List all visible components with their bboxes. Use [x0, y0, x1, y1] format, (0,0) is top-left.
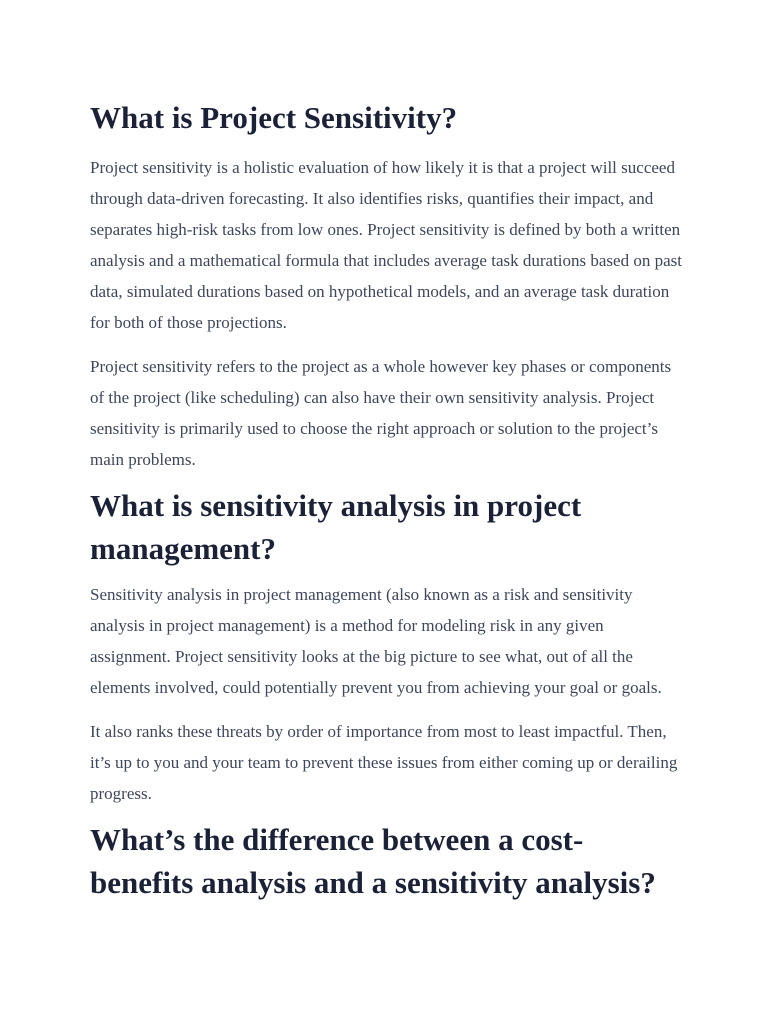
section-sensitivity-analysis [90, 484, 682, 809]
paragraph: Project sensitivity is a holistic evaluation of how likely it is that a project will succeed through data-driven forecasting. It also identifies risks, quantifies their impact, and separates high-risk tasks from low ones. Project sensitivity is defined by both a written analysis and a mathematical formula that includes average task durations based on past data, simulated durations based on hypothetical models, and an average task duration for both of those projections. [90, 158, 682, 332]
section-heading: What’s the difference between a cost-benefits analysis and a sensitivity analysis? [90, 822, 656, 900]
section-difference [90, 818, 682, 904]
paragraph: Sensitivity analysis in project management (also known as a risk and sensitivity analysis in project management) is a method for modeling risk in any given assignment. Project sensitivity looks at the big picture to see what, out of all the elements involved, could potentially prevent you from achieving your goal or goals. [90, 585, 662, 697]
section-heading: What is Project Sensitivity? [90, 100, 458, 135]
section-project-sensitivity [90, 96, 682, 475]
document-page [90, 96, 682, 913]
section-heading: What is sensitivity analysis in project management? [90, 488, 582, 566]
paragraph: It also ranks these threats by order of importance from most to least impactful. Then, it’s up to you and your team to prevent these issues from either coming up or derailing progress. [90, 722, 678, 803]
paragraph: Project sensitivity refers to the project as a whole however key phases or components of the project (like scheduling) can also have their own sensitivity analysis. Project sensitivity is primarily used to choose the right approach or solution to the project’s main problems. [90, 357, 672, 469]
